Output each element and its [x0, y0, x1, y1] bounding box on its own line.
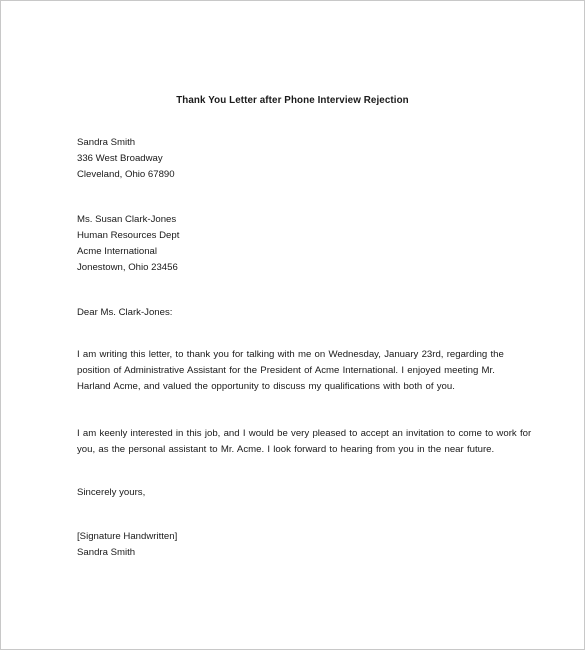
sender-street: 336 West Broadway	[77, 153, 163, 164]
closing-text: Sincerely yours,	[77, 487, 146, 498]
recipient-department: Human Resources Dept	[77, 230, 180, 241]
paragraph-line: I am writing this letter, to thank you for talking with me on Wednesday, January 23rd, regarding the	[77, 349, 504, 360]
signature-name: Sandra Smith	[77, 547, 136, 558]
paragraph-line: Harland Acme, and valued the opportunity to discuss my qualifications with both of you.	[77, 381, 455, 392]
sender-address	[77, 135, 175, 183]
recipient-name: Ms. Susan Clark-Jones	[77, 214, 177, 225]
letter-title: Thank You Letter after Phone Interview Rejection	[176, 95, 409, 106]
closing	[77, 485, 145, 501]
paragraph-line: I am keenly interested in this job, and I would be very pleased to accept an invitation to come to work for	[77, 428, 532, 439]
sender-name: Sandra Smith	[77, 137, 136, 148]
paragraph-line: you, as the personal assistant to Mr. Acme. I look forward to hearing from you in the near future.	[77, 444, 495, 455]
recipient-address	[77, 212, 179, 276]
body-paragraph-1	[77, 347, 517, 395]
signature-placeholder: [Signature Handwritten]	[77, 531, 178, 542]
paragraph-line: position of Administrative Assistant for the President of Acme International. I enjoyed meeting Mr.	[77, 365, 495, 376]
salutation-text: Dear Ms. Clark-Jones:	[77, 307, 173, 318]
recipient-company: Acme International	[77, 246, 157, 257]
signature-block	[77, 529, 177, 561]
salutation	[77, 305, 172, 321]
sender-city: Cleveland, Ohio 67890	[77, 169, 175, 180]
recipient-city: Jonestown, Ohio 23456	[77, 262, 178, 273]
body-paragraph-2	[77, 426, 532, 458]
